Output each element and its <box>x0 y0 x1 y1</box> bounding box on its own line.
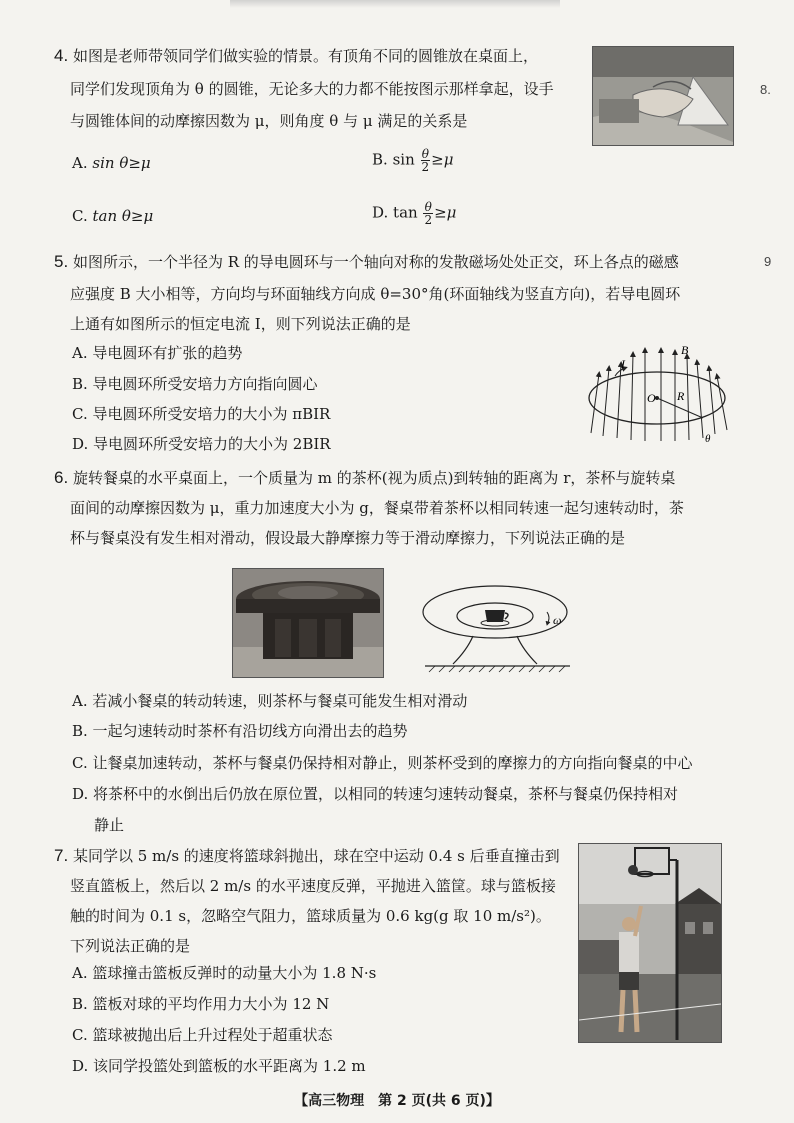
page-footer: 【高三物理 第 2 页(共 6 页)】 <box>294 1093 500 1109</box>
q5-option-d: D. 导电圆环所受安培力的大小为 2BIR <box>72 435 331 453</box>
q5-option-a: A. 导电圆环有扩张的趋势 <box>72 344 243 362</box>
q4-number: 4. <box>54 46 69 65</box>
side-mark-8: 8. <box>760 82 771 97</box>
q7-line-1: 7. 某同学以 5 m/s 的速度将篮球斜抛出，球在空中运动 0.4 s 后垂直撞击到 <box>54 846 560 865</box>
q7-option-c: C. 篮球被抛出后上升过程处于超重状态 <box>72 1026 333 1044</box>
svg-text:I: I <box>621 357 625 371</box>
q7-line-3: 触的时间为 0.1 s，忽略空气阻力，篮球质量为 0.6 kg(g 取 10 m/s²)。 <box>70 907 551 925</box>
q4-line-1: 4. 如图是老师带领同学们做实验的情景。有顶角不同的圆锥放在桌面上， <box>54 46 538 65</box>
q6-line-3: 杯与餐桌没有发生相对滑动，假设最大静摩擦力等于滑动摩擦力，下列说法正确的是 <box>70 529 626 547</box>
q5-line-1: 5. 如图所示，一个半径为 R 的导电圆环与一个轴向对称的发散磁场处处正交，环上各点的磁感 <box>54 252 679 271</box>
q7-line-4: 下列说法正确的是 <box>70 937 191 955</box>
q7-option-b: B. 篮板对球的平均作用力大小为 12 N <box>72 995 330 1013</box>
svg-text:R: R <box>677 389 685 403</box>
q6-option-d: D. 将茶杯中的水倒出后仍放在原位置，以相同的转速匀速转动餐桌，茶杯与餐桌仍保持相对 <box>72 785 679 803</box>
svg-text:B: B <box>681 343 689 357</box>
q4-line-3: 与圆锥体间的动摩擦因数为 μ，则角度 θ 与 μ 满足的关系是 <box>70 112 468 130</box>
q5-option-b: B. 导电圆环所受安培力方向指向圆心 <box>72 375 318 393</box>
q6-option-d-cont: 静止 <box>94 816 125 834</box>
q4-line-2: 同学们发现顶角为 θ 的圆锥，无论多大的力都不能按图示那样拿起，设手 <box>70 80 554 98</box>
q6-option-b: B. 一起匀速转动时茶杯有沿切线方向滑出去的趋势 <box>72 722 408 740</box>
q6-option-c: C. 让餐桌加速转动，茶杯与餐桌仍保持相对静止，则茶杯受到的摩擦力的方向指向餐桌的中心 <box>72 754 693 772</box>
q7-basketball-photo <box>578 843 722 1043</box>
svg-text:θ: θ <box>705 433 711 445</box>
scan-shadow <box>230 0 560 8</box>
q4-cone-photo <box>592 46 734 146</box>
q4-option-b: B. sin $\frac{\theta}{2}$ ≥μ <box>372 147 454 174</box>
q6-line-2: 面间的动摩擦因数为 μ，重力加速度大小为 g，餐桌带着茶杯以相同转速一起匀速转动时，茶 <box>70 499 684 517</box>
q6-table-photo <box>232 568 384 678</box>
svg-text:ω: ω <box>553 613 562 627</box>
q4-option-c: C. tan θ≥μ <box>72 207 154 225</box>
q5-ring-diagram <box>585 338 735 448</box>
q7-line-2: 竖直篮板上，然后以 2 m/s 的水平速度反弹，平抛进入篮筐。球与篮板接 <box>70 877 556 895</box>
svg-text:O: O <box>647 391 656 405</box>
q4-option-d: D. tan $\frac{\theta}{2}$ ≥μ <box>372 200 457 227</box>
q6-line-1: 6. 旋转餐桌的水平桌面上，一个质量为 m 的茶杯(视为质点)到转轴的距离为 r，茶杯与旋转桌 <box>54 468 676 487</box>
q6-table-diagram <box>415 572 580 677</box>
q7-option-d: D. 该同学投篮处到篮板的水平距离为 1.2 m <box>72 1057 366 1075</box>
q5-line-3: 上通有如图所示的恒定电流 I，则下列说法正确的是 <box>70 315 411 333</box>
q7-option-a: A. 篮球撞击篮板反弹时的动量大小为 1.8 N·s <box>72 964 377 982</box>
q5-option-c: C. 导电圆环所受安培力的大小为 πBIR <box>72 405 331 423</box>
q4-option-a: A. sin θ≥μ <box>72 154 151 172</box>
q6-option-a: A. 若减小餐桌的转动转速，则茶杯与餐桌可能发生相对滑动 <box>72 692 468 710</box>
side-mark-9: 9 <box>764 254 772 269</box>
q5-line-2: 应强度 B 大小相等，方向均与环面轴线方向成 θ=30°角(环面轴线为竖直方向)，若导电圆环 <box>70 285 681 303</box>
